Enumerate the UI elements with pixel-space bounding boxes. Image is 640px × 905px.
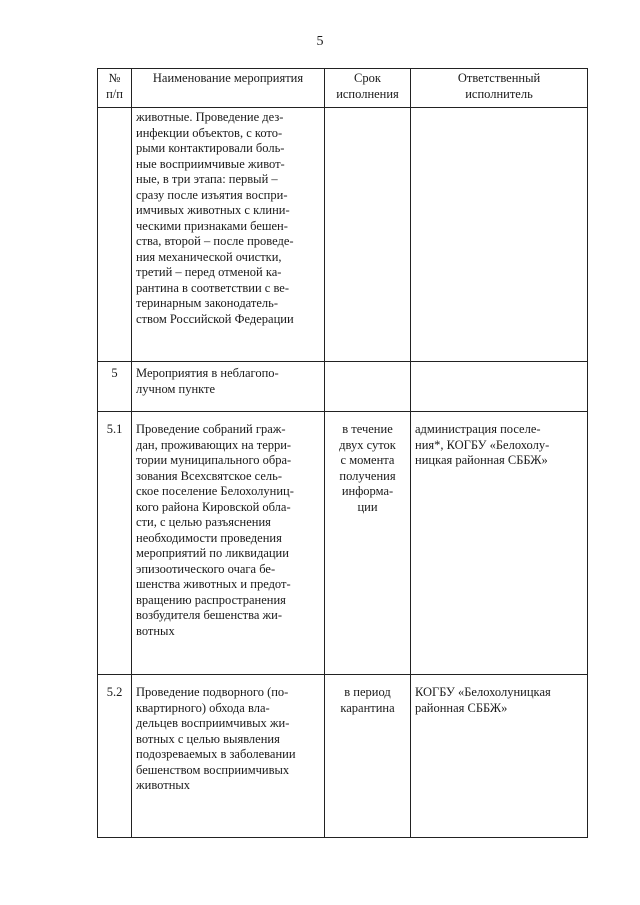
table-row (98, 108, 588, 362)
row-measure-name: Проведение подворного (по- квартирного) обхода вла- дельцев восприимчивых жи- вотных с целью выявления подозреваемых в заболевании бешенством восприимчивых животных (132, 675, 325, 838)
row-number: 5.2 (98, 675, 132, 838)
row-term: в период карантина (325, 675, 411, 838)
row-term: в течение двух суток с момента получения информа- ции (325, 412, 411, 675)
row-measure-name: Мероприятия в неблагопо- лучном пункте (132, 362, 325, 412)
row-responsible: администрация поселе- ния*, КОГБУ «Белохолу- ницкая районная СББЖ» (411, 412, 588, 675)
table-row (98, 412, 588, 675)
table-row (98, 362, 588, 412)
row-responsible (411, 108, 588, 362)
table-header-row (98, 69, 588, 108)
row-measure-name: Проведение собраний граж- дан, проживающих на терри- тории муниципального обра- зования Всехсвятское сель- ское поселение Белохолуниц- кого района Кировской обла- сти, с целью разъяснения необходимости проведения мероприятий по ликвидации эпизоотического очага бе- шенства животных и предот- вращению распространения возбудителя бешенства жи- вотных (132, 412, 325, 675)
header-measure-name: Наименование мероприятия (132, 69, 325, 108)
row-measure-name: животные. Проведение дез- инфекции объектов, с кото- рыми контактировали боль- ные восприимчивые живот- ные, в три этапа: первый – сразу после изъятия воспри- имчивых животных с клини- ческими признаками бешен- ства, второй – после проведе- ния механической очистки, третий – перед отменой ка- рантина в соответствии с ве- теринарным законодатель- ством Российской Федерации (132, 108, 325, 362)
row-term (325, 108, 411, 362)
header-number: № п/п (98, 69, 132, 108)
row-number: 5.1 (98, 412, 132, 675)
row-responsible: КОГБУ «Белохолуницкая районная СББЖ» (411, 675, 588, 838)
header-responsible: Ответственный исполнитель (411, 69, 588, 108)
header-term: Срок исполнения (325, 69, 411, 108)
row-term (325, 362, 411, 412)
table-row (98, 675, 588, 838)
row-responsible (411, 362, 588, 412)
measures-table (97, 68, 588, 838)
row-number: 5 (98, 362, 132, 412)
row-number (98, 108, 132, 362)
page-number: 5 (316, 34, 324, 49)
